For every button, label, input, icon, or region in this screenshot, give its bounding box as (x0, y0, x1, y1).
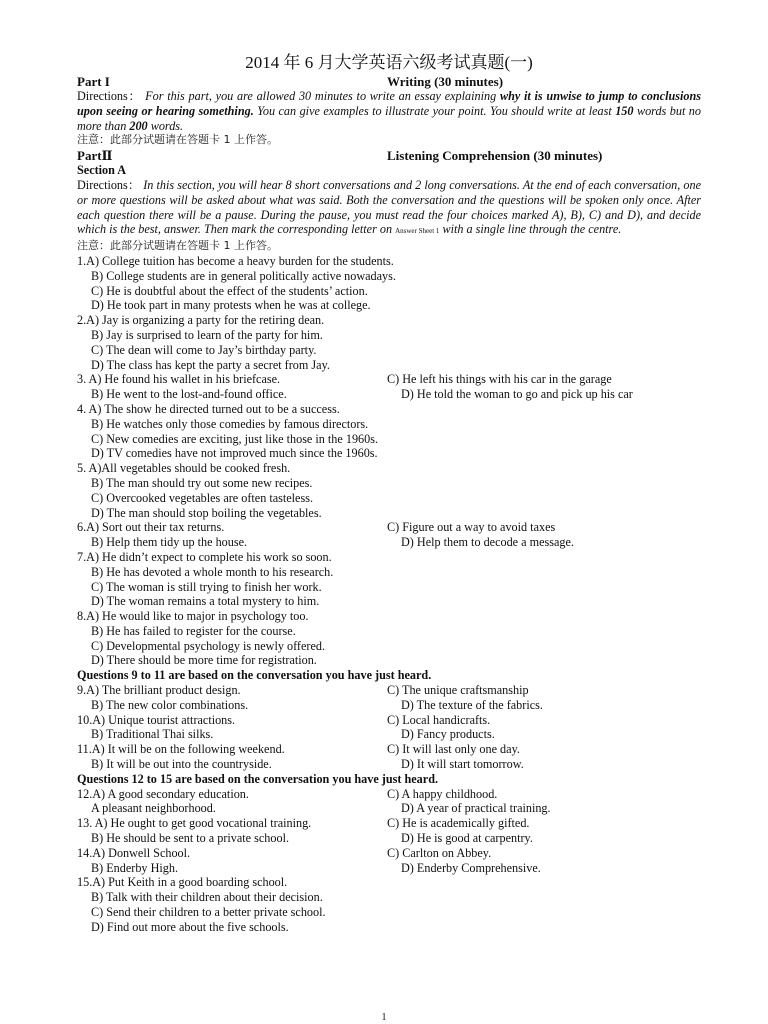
part1-header (77, 74, 701, 89)
part1-directions-label: Directions： (77, 89, 142, 103)
part2-label: PartⅡ (77, 148, 113, 164)
part2-heading: Listening Comprehension (30 minutes) (387, 148, 603, 164)
question-15: 15.A) Put Keith in a good boarding school. B) Talk with their children about their decision. C) Send their children to a better private school. D) Find out more about the five schools. (77, 875, 326, 934)
page-number: 1 (381, 1012, 387, 1023)
part1-heading: Writing (30 minutes) (387, 74, 504, 89)
page-title: 2014 年 6 月大学英语六级考试真题(一) (245, 53, 533, 72)
question-14: 14.A) Donwell School. C) Carlton on Abbey. B) Enderby High. D) Enderby Comprehensive. (77, 845, 541, 875)
question-4: 4. A) The show he directed turned out to be a success. B) He watches only those comedies by famous directors. C) New comedies are exciting, just like those in the 1960s. D) TV comedies have not improved much since the 1960s. (77, 401, 379, 461)
question-12: 12.A) A good secondary education. C) A happy childhood. A pleasant neighborhood. D) A year of practical training. (77, 786, 551, 816)
conversation-2-heading: Questions 12 to 15 are based on the conversation you have just heard. (77, 771, 439, 786)
question-1: 1.A) College tuition has become a heavy burden for the students. B) College students are in general politically active nowadays. C) He is doubtful about the effect of the students’ action. D) He took part in many protests when he was at college. (77, 253, 396, 313)
question-8: 8.A) He would like to major in psychology too. B) He has failed to register for the course. C) Developmental psychology is newly offered. D) There should be more time for registration. (77, 609, 325, 668)
question-7: 7.A) He didn’t expect to complete his work so soon. B) He has devoted a whole month to his research. C) The woman is still trying to finish her work. D) The woman remains a total mystery to him. (77, 549, 334, 609)
question-11: 11.A) It will be on the following weekend. C) It will last only one day. B) It will be out into the countryside. D) It will start tomorrow. (77, 742, 524, 772)
question-13: 13. A) He ought to get good vocational training. C) He is academically gifted. B) He should be sent to a private school. D) He is good at carpentry. (77, 816, 533, 846)
part1-directions: Directions： For this part, you are allowed 30 minutes to write an essay explaining why it is unwise to jump to conclusions upon seeing or hearing something. You can give examples to illustrate your point. You should write at least 150 words but no more than 200 words. (77, 89, 701, 133)
question-10: 10.A) Unique tourist attractions. C) Local handicrafts. B) Traditional Thai silks. D) Fancy products. (77, 712, 495, 742)
part2-note: 注意：此部分试题请在答题卡 1 上作答。 (77, 239, 278, 253)
part2-header (77, 148, 701, 163)
part1-note: 注意：此部分试题请在答题卡 1 上作答。 (77, 133, 278, 147)
part2-directions-label: Directions： (77, 177, 141, 192)
question-6: 6.A) Sort out their tax returns. C) Figure out a way to avoid taxes B) Help them tidy up the house. D) Help them to decode a message. (77, 520, 574, 550)
conversation-1-heading: Questions 9 to 11 are based on the conversation you have just heard. (77, 668, 432, 683)
question-9: 9.A) The brilliant product design. C) The unique craftsmanship B) The new color combinations. D) The texture of the fabrics. (77, 683, 543, 712)
questions-list (77, 254, 701, 935)
question-2: 2.A) Jay is organizing a party for the retiring dean. B) Jay is surprised to learn of the party for him. C) The dean will come to Jay’s birthday party. D) The class has kept the party a secret from Jay. (77, 313, 330, 372)
section-a-heading: Section A (77, 163, 127, 178)
question-3: 3. A) He found his wallet in his briefcase. C) He left his things with his car in the garage B) He went to the lost-and-found office. D) He told the woman to go and pick up his car (77, 372, 633, 402)
part2-directions: Directions： In this section, you will hear 8 short conversations and 2 long conversations. At the end of each conversation, one or more questions will be asked about what was said. Both the conversation and the questions will be spoken only once. After each question there will be a pause. During the pause, you must read the four choices marked A), B), C) and D), and decide which is the best, answer. Then mark the corresponding letter on Answer Sheet 1 with a single line through the centre. (77, 177, 701, 237)
question-5: 5. A)All vegetables should be cooked fresh. B) The man should try out some new recipes. C) Overcooked vegetables are often tasteless. D) The man should stop boiling the vegetables. (77, 461, 322, 520)
part1-label: Part I (77, 74, 110, 89)
exam-page (77, 54, 701, 935)
